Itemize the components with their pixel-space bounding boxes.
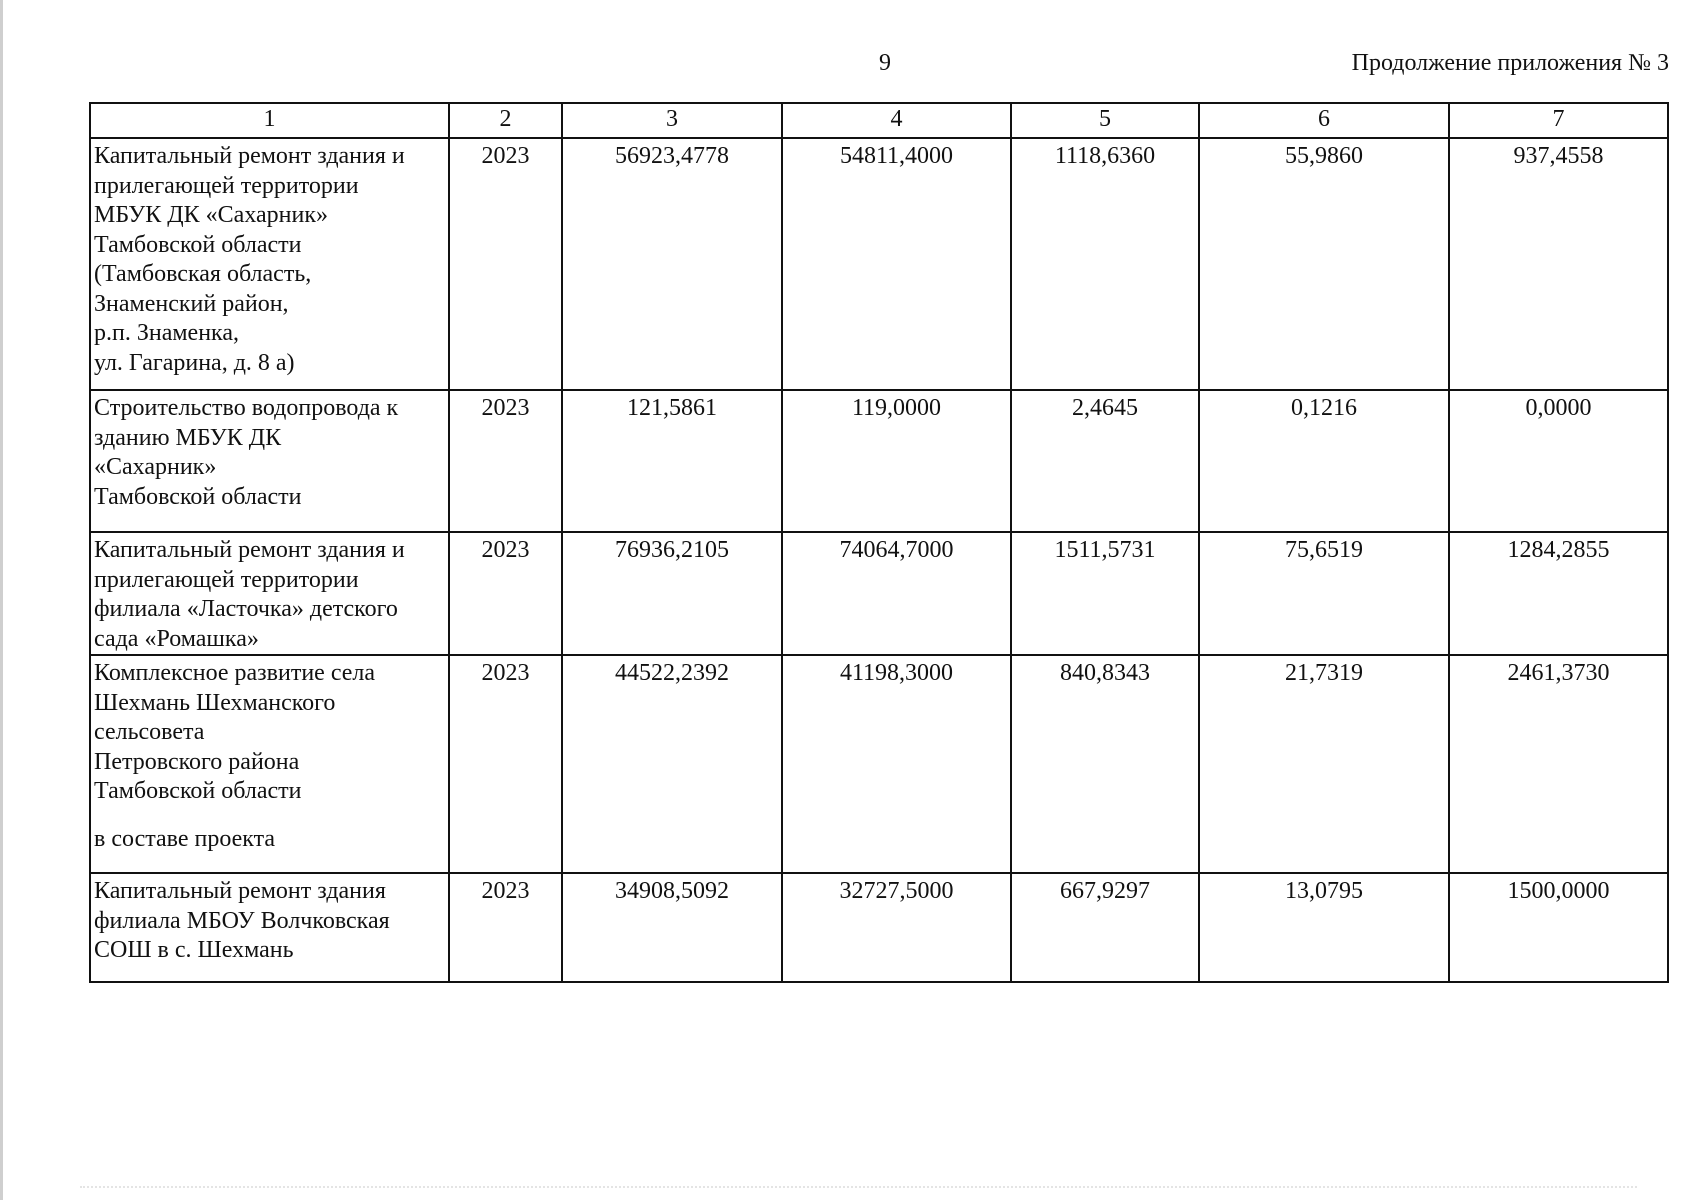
object-name-text: Комплексное развитие села Шехмань Шехманского сельсовета Петровского района Тамбовской области	[94, 660, 376, 804]
value-cell: 34908,5092	[562, 873, 782, 982]
column-header: 5	[1011, 103, 1199, 138]
column-header: 7	[1449, 103, 1668, 138]
value-cell: 76936,2105	[562, 532, 782, 655]
value-cell: 54811,4000	[782, 138, 1011, 390]
appendix-continuation-note: Продолжение приложения № 3	[1351, 50, 1669, 76]
value-cell: 32727,5000	[782, 873, 1011, 982]
year-cell: 2023	[449, 532, 562, 655]
value-cell: 121,5861	[562, 390, 782, 532]
column-number-header-row	[90, 103, 1668, 138]
table-row	[90, 532, 1668, 655]
value-cell: 55,9860	[1199, 138, 1449, 390]
value-cell: 119,0000	[782, 390, 1011, 532]
object-name-cell	[90, 655, 449, 873]
value-cell: 1284,2855	[1449, 532, 1668, 655]
table-row	[90, 138, 1668, 390]
column-header: 1	[90, 103, 449, 138]
year-cell: 2023	[449, 655, 562, 873]
value-cell: 13,0795	[1199, 873, 1449, 982]
value-cell: 2461,3730	[1449, 655, 1668, 873]
year-cell: 2023	[449, 873, 562, 982]
appendix-table	[89, 102, 1669, 983]
value-cell: 75,6519	[1199, 532, 1449, 655]
value-cell: 44522,2392	[562, 655, 782, 873]
value-cell: 840,8343	[1011, 655, 1199, 873]
value-cell: 56923,4778	[562, 138, 782, 390]
column-header: 4	[782, 103, 1011, 138]
value-cell: 0,1216	[1199, 390, 1449, 532]
object-name-cell: Капитальный ремонт здания филиала МБОУ Волчковская СОШ в с. Шехмань	[90, 873, 449, 982]
value-cell: 667,9297	[1011, 873, 1199, 982]
column-header: 2	[449, 103, 562, 138]
value-cell: 1511,5731	[1011, 532, 1199, 655]
object-name-cell: Строительство водопровода к зданию МБУК ДК «Сахарник» Тамбовской области	[90, 390, 449, 532]
table-row	[90, 655, 1668, 873]
value-cell: 1500,0000	[1449, 873, 1668, 982]
page-number: 9	[879, 50, 891, 76]
project-note-text: в составе проекта	[94, 825, 276, 852]
column-header: 6	[1199, 103, 1449, 138]
table-row	[90, 873, 1668, 982]
scan-edge	[0, 0, 3, 1200]
value-cell: 21,7319	[1199, 655, 1449, 873]
value-cell: 1118,6360	[1011, 138, 1199, 390]
column-header: 3	[562, 103, 782, 138]
value-cell: 937,4558	[1449, 138, 1668, 390]
object-name-cell: Капитальный ремонт здания и прилегающей территории МБУК ДК «Сахарник» Тамбовской области (Тамбовская область, Знаменский район, р.п. Знаменка, ул. Гагарина, д. 8 а)	[90, 138, 449, 390]
table-row	[90, 390, 1668, 532]
year-cell: 2023	[449, 138, 562, 390]
value-cell: 74064,7000	[782, 532, 1011, 655]
scan-footer-artifact	[80, 1186, 1637, 1190]
object-name-cell: Капитальный ремонт здания и прилегающей территории филиала «Ласточка» детского сада «Ромашка»	[90, 532, 449, 655]
year-cell: 2023	[449, 390, 562, 532]
value-cell: 0,0000	[1449, 390, 1668, 532]
value-cell: 41198,3000	[782, 655, 1011, 873]
value-cell: 2,4645	[1011, 390, 1199, 532]
